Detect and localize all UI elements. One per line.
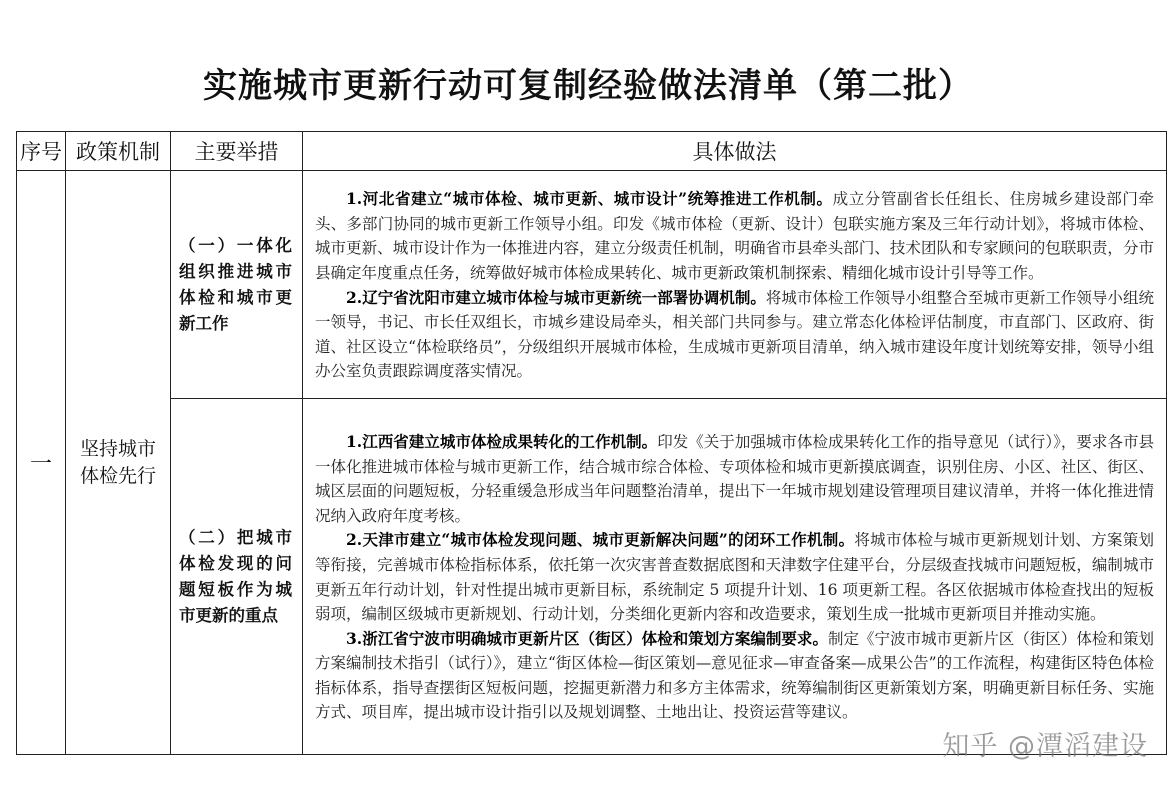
table-header-row (17, 132, 1167, 171)
header-measure: 主要举措 (171, 132, 303, 171)
policy-cell (66, 171, 171, 755)
detail-item-lead: 3.浙江省宁波市明确城市更新片区（街区）体检和策划方案编制要求。 (346, 628, 828, 648)
measure-cell-1 (171, 171, 303, 399)
header-detail: 具体做法 (303, 132, 1167, 171)
detail-item (315, 627, 1154, 725)
detail-item-lead: 2.天津市建立“城市体检发现问题、城市更新解决问题”的闭环工作机制。 (346, 530, 855, 550)
detail-item (315, 430, 1154, 528)
table-row (17, 171, 1167, 399)
watermark: 知乎 @潭滔建设 (942, 731, 1148, 762)
detail-item (315, 286, 1154, 384)
measure-text-2: （二）把城市体检发现的问题短板作为城市更新的重点 (179, 527, 292, 625)
page-title: 实施城市更新行动可复制经验做法清单（第二批） (203, 66, 973, 106)
detail-item-lead: 1.江西省建立城市体检成果转化的工作机制。 (346, 431, 658, 451)
measure-text-1: （一）一体化组织推进城市体检和城市更新工作 (179, 235, 292, 333)
detail-cell-1 (303, 171, 1167, 399)
detail-item-body: 印发《关于加强城市体检成果转化工作的指导意见（试行）》，要求各市县一体化推进城市体检与城市更新工作，结合城市综合体检、专项体检和城市更新摸底调查，识别住房、小区、社区、街区、城区层面的问题短板，分轻重缓急形成当年问题整治清单，提出下一年城市规划建设管理项目建议清单，并将一体化推进情况纳入政府年度考核。 (315, 432, 1154, 525)
detail-item-lead: 1.河北省建立“城市体检、城市更新、城市设计”统筹推进工作机制。 (346, 189, 833, 209)
header-policy: 政策机制 (66, 132, 171, 171)
detail-item (315, 528, 1154, 626)
detail-item-body: 将城市体检与城市更新规划计划、方案策划等衔接，完善城市体检指标体系，依托第一次灾害普查数据底图和天津数字住建平台，分层级查找城市问题短板，编制城市更新五年行动计划，针对性提出城市更新目标，系统制定 5 项提升计划、16 项更新工程。各区依据城市体检查找出的短板弱项，编制区级城市更新规划、行动计划，分类细化更新内容和改造要求，策划生成一批城市更新项目并推动实施。 (315, 531, 1154, 624)
detail-item-body: 制定《宁波市城市更新片区（街区）体检和策划方案编制技术指引（试行）》，建立“街区体检—街区策划—意见征求—审查备案—成果公告”的工作流程，构建街区特色体检指标体系，指导查摆街区短板问题，挖掘更新潜力和多方主体需求，统筹编制街区更新策划方案，明确更新目标任务、实施方式、项目库，提出城市设计指引以及规划调整、土地出让、投资运营等建议。 (315, 629, 1154, 722)
table-row (17, 399, 1167, 755)
measure-cell-2 (171, 399, 303, 755)
detail-item-body: 将城市体检工作领导小组整合至城市更新工作领导小组统一领导，书记、市长任双组长，市城乡建设局牵头，相关部门共同参与。建立常态化体检评估制度，市直部门、区政府、街道、社区设立“体检联络员”，分级组织开展城市体检，生成城市更新项目清单，纳入城市建设年度计划统筹安排，领导小组办公室负责跟踪调度落实情况。 (315, 288, 1154, 381)
policy-text: 坚持城市体检先行 (79, 437, 156, 487)
seq-cell: 一 (17, 171, 66, 755)
detail-item (315, 187, 1154, 285)
policy-table (16, 131, 1167, 755)
detail-item-body: 成立分管副省长任组长、住房城乡建设部门牵头、多部门协同的城市更新工作领导小组。印发《城市体检（更新、设计）包联实施方案及三年行动计划》，将城市体检、城市更新、城市设计作为一体推进内容，建立分级责任机制，明确省市县牵头部门、技术团队和专家顾问的包联职责，分市县确定年度重点任务，统筹做好城市体检成果转化、城市更新政策机制探索、精细化城市设计引导等工作。 (315, 190, 1154, 282)
detail-item-lead: 2.辽宁省沈阳市建立城市体检与城市更新统一部署协调机制。 (346, 287, 766, 307)
header-seq: 序号 (17, 132, 66, 171)
detail-cell-2 (303, 399, 1167, 755)
